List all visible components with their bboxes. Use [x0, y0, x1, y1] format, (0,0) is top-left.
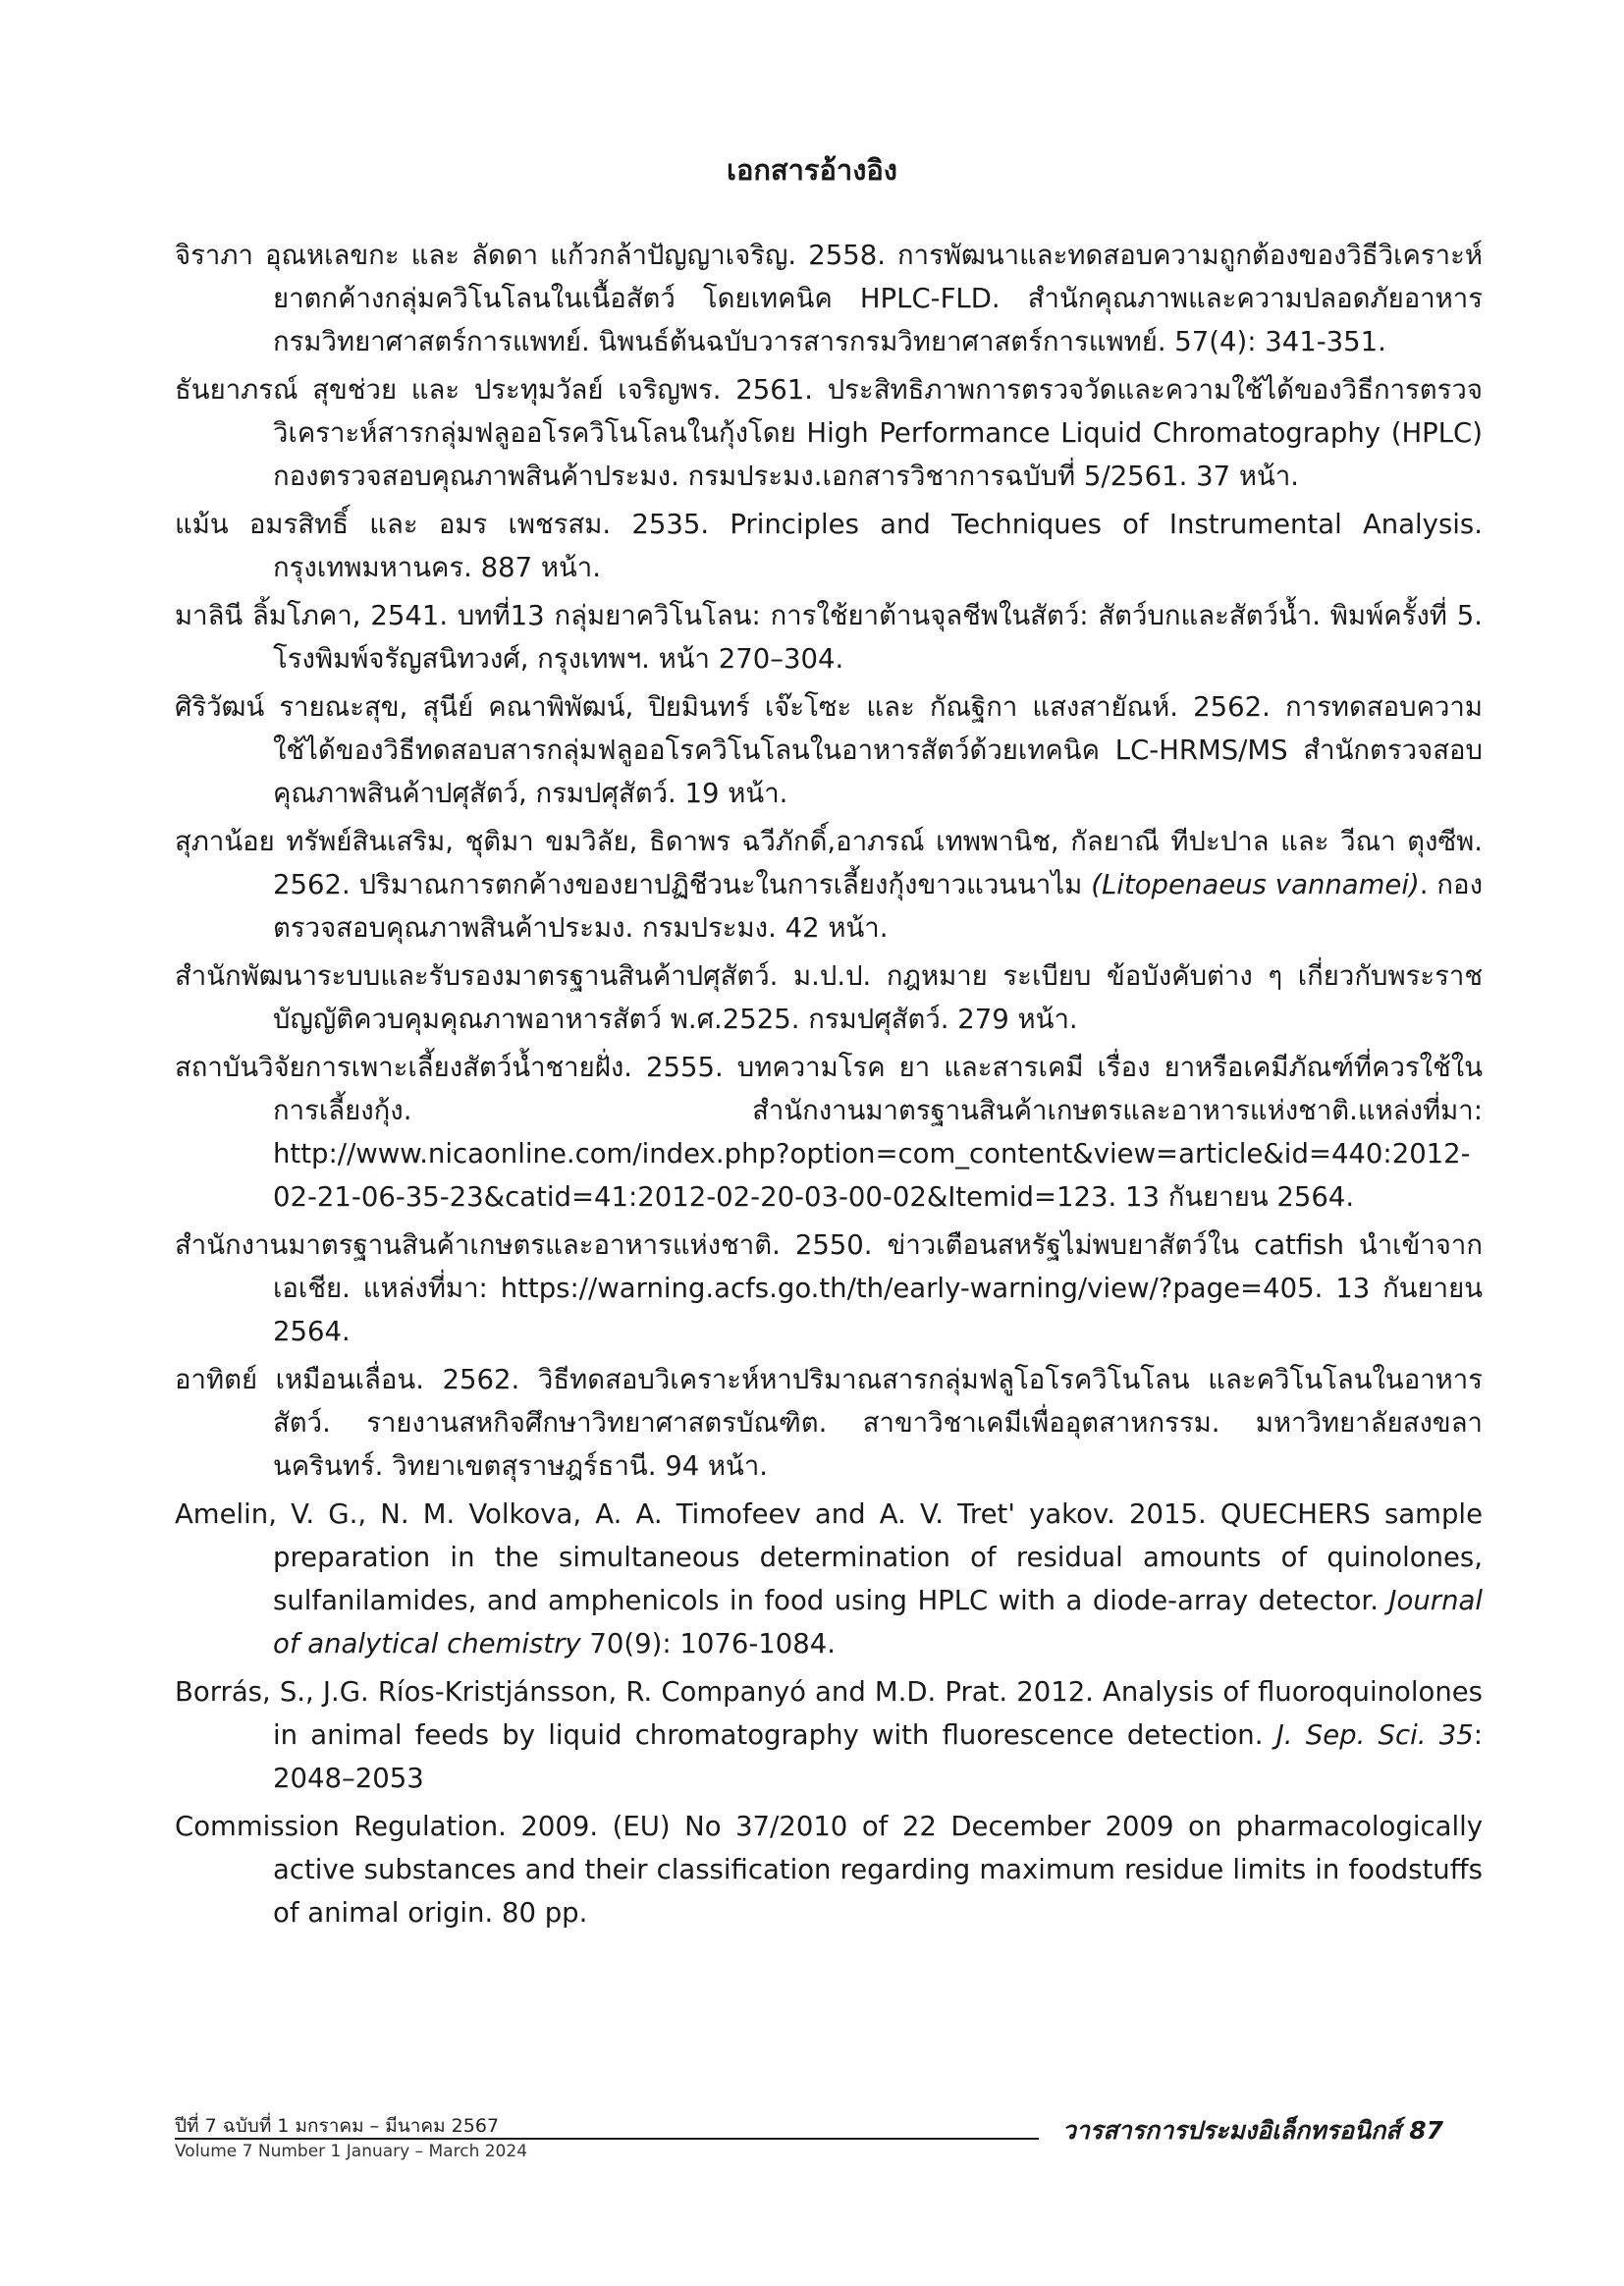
reference-text-after: 70(9): 1076-1084.: [580, 1628, 837, 1660]
footer-divider: [175, 2138, 1039, 2140]
reference-italic: (Litopenaeus vannamei): [1091, 869, 1420, 900]
reference-item: [175, 1358, 1483, 1488]
reference-text: สถาบันวิจัยการเพาะเลี้ยงสัตว์น้ำชายฝั่ง. 2555. บทความโรค ยา และสารเคมี เรื่อง ยาหรือเคมีภัณฑ์ที่ควรใช้ในการเลี้ยงกุ้ง. สำนักงานมาตรฐานสินค้าเกษตรและอาหารแห่งชาติ.แหล่งที่มา: http://www.nicaonline.com/index.php?option=com_content&view=article&id=440:2012-02-21-06-35-23&catid=41:2012-02-20-03-00-02&Itemid=123. 13 กันยายน 2564.: [175, 1052, 1483, 1213]
reference-item: [175, 368, 1483, 498]
reference-italic: Journal of analytical chemistry: [273, 1585, 1483, 1660]
reference-item: [175, 820, 1483, 950]
reference-item: [175, 954, 1483, 1041]
reference-text: Amelin, V. G., N. M. Volkova, A. A. Timofeev and A. V. Tret' yakov. 2015. QUECHERS sample preparation in the simultaneous determination of residual amounts of quinolones, sulfanilamides, and amphenicols in food using HPLC with a diode-array detector.: [175, 1498, 1483, 1616]
reference-text: Borrás, S., J.G. Ríos-Kristjánsson, R. Companyó and M.D. Prat. 2012. Analysis of fluoroquinolones in animal feeds by liquid chromatography with fluorescence detection.: [175, 1676, 1483, 1751]
footer-issue-thai: ปีที่ 7 ฉบับที่ 1 มกราคม – มีนาคม 2567: [175, 2115, 500, 2137]
reference-item: [175, 685, 1483, 815]
reference-item: [175, 234, 1483, 363]
reference-text: ศิริวัฒน์ รายณะสุข, สุนีย์ คณาพิพัฒน์, ปิยมินทร์ เจ๊ะโซะ และ กัณฐิกา แสงสายัณห์. 2562. การทดสอบความใช้ได้ของวิธีทดสอบสารกลุ่มฟลูออโรควิโนโลนในอาหารสัตว์ด้วยเทคนิค LC-HRMS/MS สำนักตรวจสอบคุณภาพสินค้าปศุสัตว์, กรมปศุสัตว์. 19 หน้า.: [175, 691, 1483, 809]
reference-item: [175, 503, 1483, 589]
reference-text: ธันยาภรณ์ สุขช่วย และ ประทุมวัลย์ เจริญพร. 2561. ประสิทธิภาพการตรวจวัดและความใช้ได้ของวิธีการตรวจวิเคราะห์สารกลุ่มฟลูออโรควิโนโลนในกุ้งโดย High Performance Liquid Chromatography (HPLC) กองตรวจสอบคุณภาพสินค้าประมง. กรมประมง.เอกสารวิชาการฉบับที่ 5/2561. 37 หน้า.: [175, 374, 1483, 492]
reference-text: Commission Regulation. 2009. (EU) No 37/2010 of 22 December 2009 on pharmacologically active substances and their classification regarding maximum residue limits in foodstuffs of animal origin. 80 pp.: [175, 1811, 1483, 1929]
reference-item: [175, 1224, 1483, 1353]
reference-text: สำนักพัฒนาระบบและรับรองมาตรฐานสินค้าปศุสัตว์. ม.ป.ป. กฎหมาย ระเบียบ ข้อบังคับต่าง ๆ เกี่ยวกับพระราชบัญญัติควบคุมคุณภาพอาหารสัตว์ พ.ศ.2525. กรมปศุสัตว์. 279 หน้า.: [175, 960, 1483, 1035]
reference-text: แม้น อมรสิทธิ์ และ อมร เพชรสม. 2535. Principles and Techniques of Instrumental Analysis. กรุงเทพมหานคร. 887 หน้า.: [175, 509, 1483, 583]
reference-item: [175, 1493, 1483, 1665]
footer-journal-page: วารสารการประมงอิเล็กทรอนิกส์ 87: [1061, 2116, 1443, 2145]
reference-text: จิราภา อุณหเลขกะ และ ลัดดา แก้วกล้าปัญญาเจริญ. 2558. การพัฒนาและทดสอบความถูกต้องของวิธีวิเคราะห์ยาตกค้างกลุ่มควิโนโลนในเนื้อสัตว์ โดยเทคนิค HPLC-FLD. สำนักคุณภาพและความปลอดภัยอาหาร กรมวิทยาศาสตร์การแพทย์. นิพนธ์ต้นฉบับวารสารกรมวิทยาศาสตร์การแพทย์. 57(4): 341-351.: [175, 240, 1483, 357]
reference-item: [175, 594, 1483, 680]
reference-text-after: : 2048–2053: [273, 1719, 1484, 1794]
footer-issue-english: Volume 7 Number 1 January – March 2024: [175, 2142, 528, 2161]
reference-item: [175, 1670, 1483, 1800]
reference-text: สำนักงานมาตรฐานสินค้าเกษตรและอาหารแห่งชาติ. 2550. ข่าวเตือนสหรัฐไม่พบยาสัตว์ใน catfish นำเข้าจากเอเชีย. แหล่งที่มา: https://warning.acfs.go.th/th/early-warning/view/?page=405. 13 กันยายน 2564.: [175, 1229, 1483, 1347]
reference-text: อาทิตย์ เหมือนเลื่อน. 2562. วิธีทดสอบวิเคราะห์หาปริมาณสารกลุ่มฟลูโอโรควิโนโลน และควิโนโลนในอาหารสัตว์. รายงานสหกิจศึกษาวิทยาศาสตรบัณฑิต. สาขาวิชาเคมีเพื่ออุตสาหกรรม. มหาวิทยาลัยสงขลานครินทร์. วิทยาเขตสุราษฎร์ธานี. 94 หน้า.: [175, 1364, 1483, 1482]
page-title: เอกสารอ้างอิง: [727, 153, 897, 187]
reference-list: [175, 234, 1483, 1939]
reference-text: มาลินี ลิ้มโภคา, 2541. บทที่13 กลุ่มยาควิโนโลน: การใช้ยาต้านจุลชีพในสัตว์: สัตว์บกและสัตว์น้ำ. พิมพ์ครั้งที่ 5. โรงพิมพ์จรัญสนิทวงศ์, กรุงเทพฯ. หน้า 270–304.: [175, 600, 1483, 675]
reference-text: สุภาน้อย ทรัพย์สินเสริม, ชุติมา ขมวิลัย, ธิดาพร ฉวีภักดิ์,อาภรณ์ เทพพานิช, กัลยาณี ทีปะปาล และ วีณา ตุงซีพ. 2562. ปริมาณการตกค้างของยาปฏิชีวนะในการเลี้ยงกุ้งขาวแวนนาไม: [175, 826, 1483, 900]
reference-text-after: . กองตรวจสอบคุณภาพสินค้าประมง. กรมประมง. 42 หน้า.: [273, 869, 1484, 944]
reference-item: [175, 1805, 1483, 1934]
reference-italic: J. Sep. Sci. 35: [1275, 1719, 1474, 1751]
reference-item: [175, 1046, 1483, 1219]
